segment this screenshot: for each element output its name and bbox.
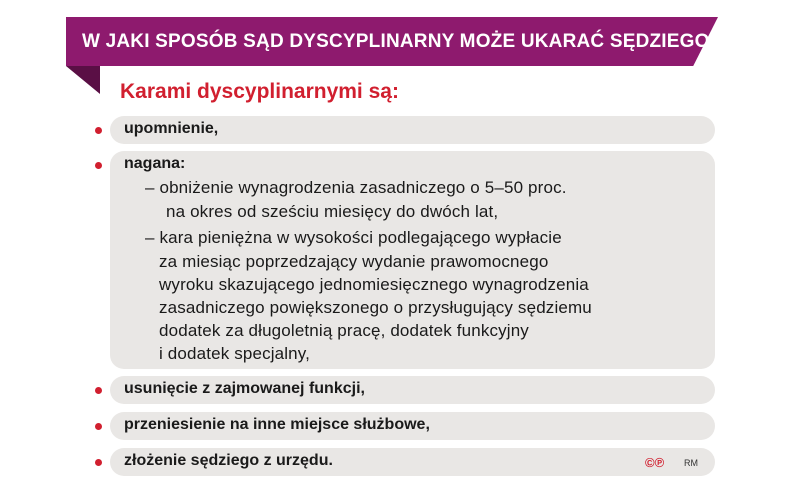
- list-item-label: upomnienie,: [124, 120, 219, 137]
- banner-fold: [66, 66, 100, 94]
- sub-item-line: zasadniczego powiększonego o przysługujący sędziemu: [159, 298, 592, 317]
- author-initials: RM: [684, 458, 698, 468]
- publisher-logo: ©℗: [645, 455, 665, 470]
- sub-item-line: na okres od sześciu miesięcy do dwóch lat,: [166, 202, 499, 221]
- list-item-label: złożenie sędziego z urzędu.: [124, 452, 333, 469]
- sub-item-line: za miesiąc poprzedzający wydanie prawomocnego: [159, 252, 549, 271]
- sub-item-line: – kara pieniężna w wysokości podlegającego wypłacie: [145, 228, 562, 247]
- list-item-label: usunięcie z zajmowanej funkcji,: [124, 380, 365, 397]
- bullet-icon: [95, 459, 102, 466]
- sub-item-line: – obniżenie wynagrodzenia zasadniczego o 5–50 proc.: [145, 178, 567, 197]
- section-heading: Karami dyscyplinarnymi są:: [120, 80, 399, 103]
- bullet-icon: [95, 127, 102, 134]
- sub-item-line: dodatek za długoletnią pracę, dodatek funkcyjny: [159, 321, 529, 340]
- banner-title: W JAKI SPOSÓB SĄD DYSCYPLINARNY MOŻE UKARAĆ SĘDZIEGO: [82, 31, 710, 52]
- list-item-label: przeniesienie na inne miejsce służbowe,: [124, 416, 430, 433]
- bullet-icon: [95, 162, 102, 169]
- list-item-label: nagana:: [124, 155, 186, 172]
- bullet-icon: [95, 387, 102, 394]
- sub-item-line: i dodatek specjalny,: [159, 344, 311, 363]
- sub-item-line: wyroku skazującego jednomiesięcznego wynagrodzenia: [159, 275, 589, 294]
- bullet-icon: [95, 423, 102, 430]
